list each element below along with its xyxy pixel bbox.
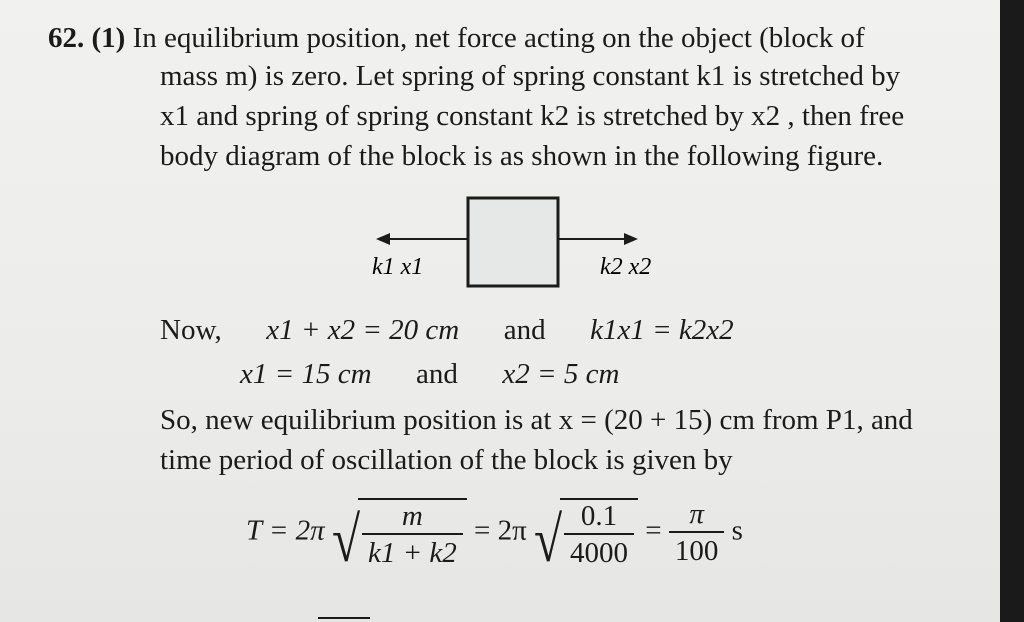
- radical-sign-1: √: [331, 504, 361, 575]
- question-line-1: [48, 24, 865, 53]
- right-force-label: k2 x2: [600, 254, 652, 280]
- right-arrowhead: [624, 233, 638, 245]
- left-arrowhead: [376, 233, 390, 245]
- time-period-formula: [246, 498, 743, 575]
- fraction-2-denominator: 4000: [570, 537, 629, 569]
- equation-x2: x2 = 5 cm: [502, 358, 620, 390]
- paragraph-line-1: In equilibrium position, net force acting on the object (block of: [132, 22, 865, 54]
- radical-sign-2: √: [534, 504, 563, 575]
- equation-x1: x1 = 15 cm: [240, 358, 372, 390]
- fraction-3-denominator: 100: [674, 535, 719, 567]
- formula-eq: =: [645, 514, 662, 547]
- fraction-numeric: [564, 502, 634, 568]
- fraction-result: [669, 500, 725, 566]
- equation-balance: k1x1 = k2x2: [590, 314, 734, 346]
- fraction-m-over-k: [362, 502, 463, 568]
- sqrt-1: [331, 498, 467, 575]
- paragraph-line-4: body diagram of the block is as shown in the following figure.: [160, 140, 884, 172]
- bottom-rule: [318, 617, 370, 619]
- question-number: 62.: [48, 22, 85, 54]
- fraction-1-numerator: m: [362, 502, 463, 535]
- free-body-diagram: [360, 190, 680, 290]
- equation-line-2: [240, 360, 619, 389]
- sqrt-2: [534, 498, 638, 575]
- page-edge: [1000, 0, 1024, 622]
- fraction-2-numerator: 0.1: [564, 502, 634, 535]
- paragraph-line-3: x1 and spring of spring constant k2 is stretched by x2 , then free: [160, 100, 905, 132]
- now-label: Now,: [160, 314, 222, 346]
- conclusion-line-2: time period of oscillation of the block is given by: [160, 444, 733, 476]
- and-word-1: and: [503, 314, 546, 346]
- block: [468, 198, 558, 286]
- and-word-2: and: [416, 358, 458, 390]
- equation-sum: x1 + x2 = 20 cm: [266, 314, 460, 346]
- formula-t-label: T = 2π: [246, 514, 325, 547]
- fraction-3-numerator: π: [669, 500, 725, 533]
- answer-option: (1): [91, 22, 126, 54]
- formula-eq-2pi: = 2π: [474, 514, 527, 547]
- paragraph-line-2: mass m) is zero. Let spring of spring constant k1 is stretched by: [160, 60, 901, 92]
- formula-unit: s: [731, 514, 743, 547]
- fraction-1-denominator: k1 + k2: [367, 537, 457, 569]
- equation-line-1: [160, 316, 734, 345]
- left-force-label: k1 x1: [372, 254, 424, 280]
- conclusion-line-1: So, new equilibrium position is at x = (20 + 15) cm from P1, and: [160, 404, 913, 436]
